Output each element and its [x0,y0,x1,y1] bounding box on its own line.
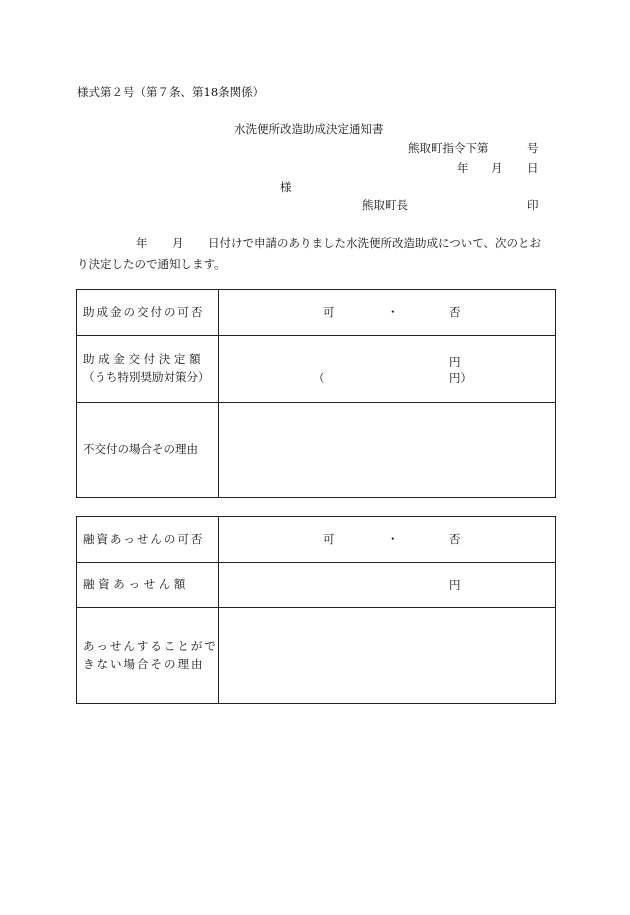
document-number-prefix: 熊取町指令下第 [408,141,489,155]
loan-approval-no[interactable]: 否 [449,532,461,546]
loan-approval-value-cell[interactable] [219,517,556,563]
grant-amount-yen: 円 [449,355,461,369]
issuer-name: 熊取町長 [362,198,408,212]
loan-approval-separator: ・ [387,532,399,546]
seal-mark: 印 [527,198,539,212]
loan-refusal-reason-row [77,608,556,704]
grant-amount-label [77,336,219,403]
loan-refusal-reason-label-line2: きない場合その理由 [83,656,205,671]
grant-approval-row [77,290,556,336]
date-day-label: 日 [527,161,539,175]
grant-approval-value-cell[interactable] [219,290,556,336]
document-title: 水洗便所改造助成決定通知書 [234,122,384,136]
grant-approval-yes[interactable]: 可 [323,305,335,319]
body-text-line1: 日付けで申請のありました水洗便所改造助成について、次のとお [208,236,542,250]
loan-approval-row [77,517,556,563]
loan-refusal-reason-label [77,608,219,704]
loan-approval-label-text: 融資あっせんの可否 [83,531,205,546]
loan-amount-value-cell[interactable] [219,563,556,608]
grant-refusal-reason-label [77,403,219,498]
grant-approval-label [77,290,219,336]
loan-approval-label [77,517,219,563]
grant-approval-separator: ・ [387,305,399,319]
grant-amount-value-cell[interactable] [219,336,556,403]
grant-special-paren-open: （ [313,371,325,385]
loan-amount-row [77,563,556,608]
recipient-honorific: 様 [280,180,292,194]
body-month-label: 月 [172,236,184,250]
grant-refusal-reason-value-cell[interactable] [219,403,556,498]
date-year-label: 年 [457,161,469,175]
loan-amount-label-text: 融 資 あ っ せ ん 額 [83,577,186,592]
grant-amount-row [77,336,556,403]
grant-refusal-reason-row [77,403,556,498]
grant-amount-label-line2: （うち特別奨励対策分） [83,370,210,384]
grant-approval-label-text: 助成金の交付の可否 [83,304,205,319]
loan-refusal-reason-label-line1: あっせんすることがで [83,638,218,653]
loan-mediation-table [76,516,556,704]
grant-refusal-reason-label-text: 不交付の場合その理由 [83,442,198,457]
body-text-line2: り決定したので通知します。 [77,257,226,271]
grant-approval-no[interactable]: 否 [449,305,461,319]
loan-refusal-reason-value-cell[interactable] [219,608,556,704]
body-year-label: 年 [136,236,148,250]
loan-approval-yes[interactable]: 可 [323,532,335,546]
date-month-label: 月 [491,161,503,175]
loan-amount-yen: 円 [449,578,461,592]
document-number-suffix: 号 [527,141,539,155]
grant-special-yen: 円） [449,371,472,385]
grant-amount-label-line1: 助 成 金 交 付 決 定 額 [83,352,201,367]
form-number: 様式第２号（第７条、第18条関係） [77,85,265,99]
grant-decision-table [76,289,556,498]
loan-amount-label [77,563,219,608]
